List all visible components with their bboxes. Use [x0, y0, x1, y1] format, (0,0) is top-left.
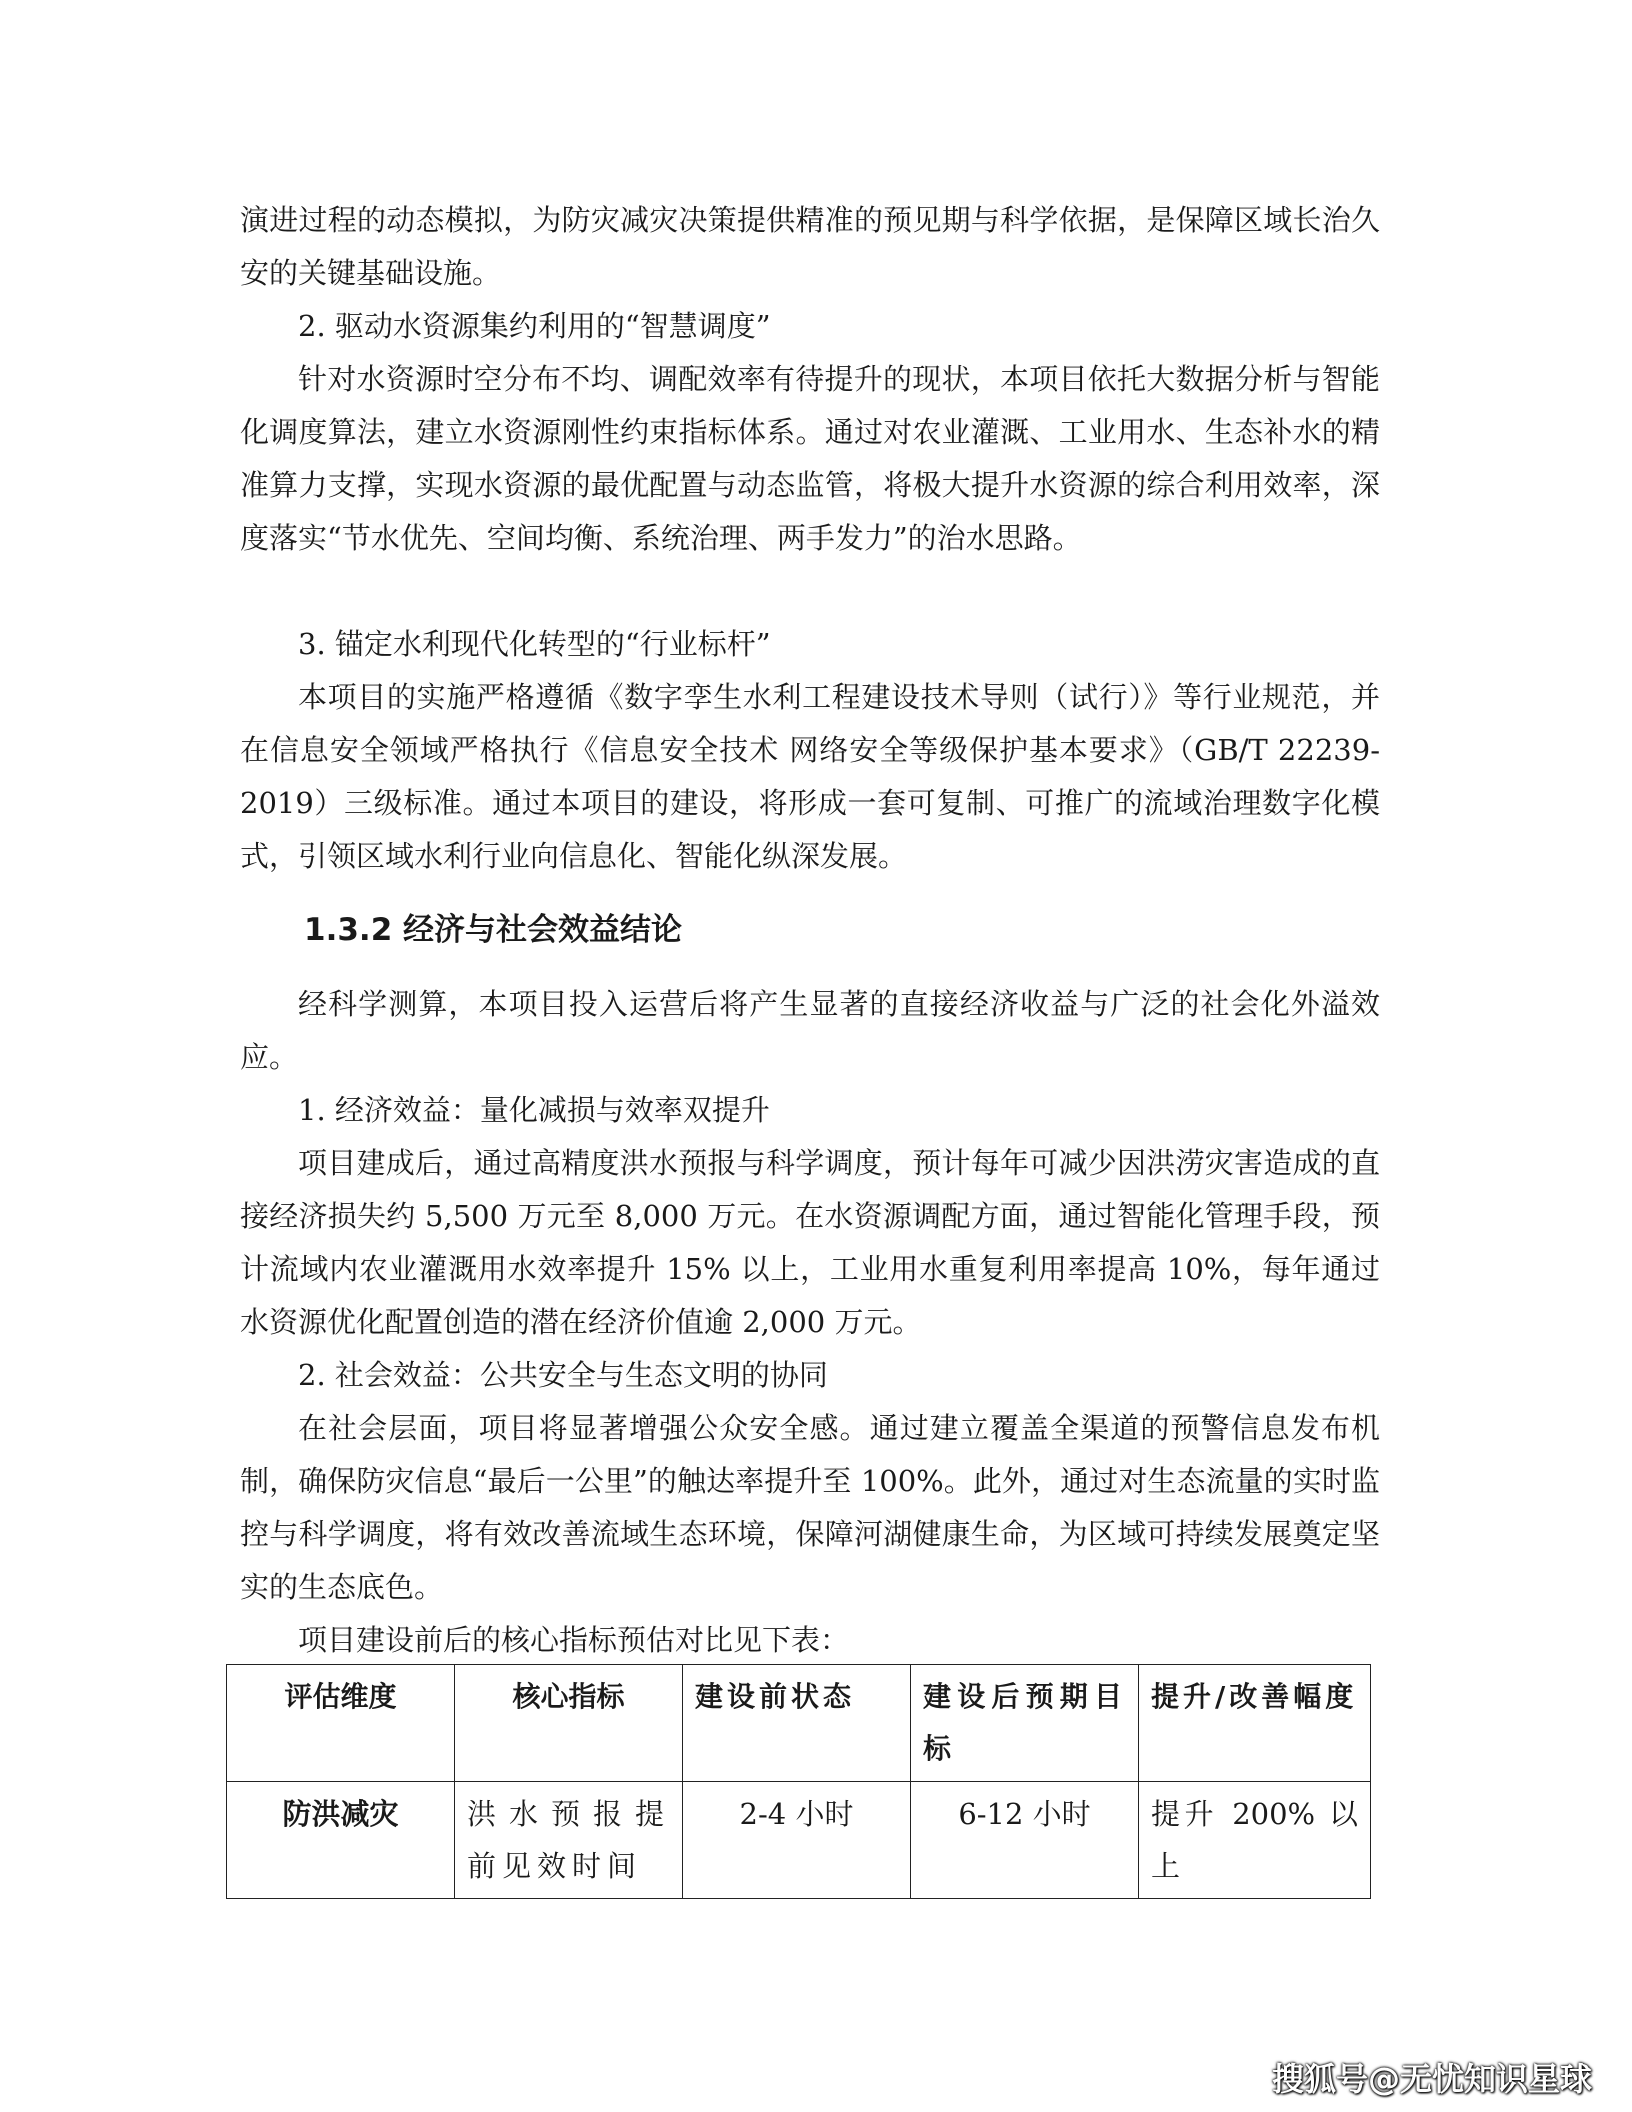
- table-intro: 项目建设前后的核心指标预估对比见下表：: [298, 1623, 850, 1657]
- item-heading-smart-dispatch: 2. 驱动水资源集约利用的“智慧调度”: [298, 309, 771, 343]
- paragraph-social-benefit: 在社会层面，项目将显著增强公众安全感。通过建立覆盖全渠道的预警信息发布机制，确保防灾信息“最后一公里”的触达率提升至 100%。此外，通过对生态流量的实时监控与科学调度，将有效改善流域生态环境，保障河湖健康生命，为区域可持续发展奠定坚实的生态底色。: [240, 1411, 1380, 1604]
- paragraph-smart-dispatch: 针对水资源时空分布不均、调配效率有待提升的现状，本项目依托大数据分析与智能化调度算法，建立水资源刚性约束指标体系。通过对农业灌溉、工业用水、生态补水的精准算力支撑，实现水资源的最优配置与动态监管，将极大提升水资源的综合利用效率，深度落实“节水优先、空间均衡、系统治理、两手发力”的治水思路。: [240, 362, 1380, 555]
- paragraph-economic-benefit: 项目建成后，通过高精度洪水预报与科学调度，预计每年可减少因洪涝灾害造成的直接经济损失约 5,500 万元至 8,000 万元。在水资源调配方面，通过智能化管理手段，预计流域内农业灌溉用水效率提升 15% 以上，工业用水重复利用率提高 10%，每年通过水资源优化配置创造的潜在经济价值逾 2,000 万元。: [240, 1146, 1380, 1339]
- table-header-row: [227, 1665, 1371, 1782]
- table-header-cell: 建设前状态: [683, 1665, 911, 1782]
- metrics-table: [226, 1664, 1371, 1899]
- table-cell: 洪水预报提前见效时间: [455, 1782, 683, 1899]
- table-cell: 2-4 小时: [683, 1782, 911, 1899]
- paragraph-flood-simulation: 演进过程的动态模拟，为防灾减灾决策提供精准的预见期与科学依据，是保障区域长治久安的关键基础设施。: [240, 203, 1380, 290]
- item-heading-industry-benchmark: 3. 锚定水利现代化转型的“行业标杆”: [298, 627, 771, 661]
- table-header-cell: 建设后预期目标: [911, 1665, 1139, 1782]
- watermark: 搜狐号@无忧知识星球: [1271, 2060, 1592, 2098]
- table-cell: 防洪减灾: [227, 1782, 455, 1899]
- table-header-cell: 核心指标: [455, 1665, 683, 1782]
- table-row: [227, 1782, 1371, 1899]
- item-heading-economic-benefit: 1. 经济效益：量化减损与效率双提升: [298, 1093, 770, 1127]
- paragraph-benefit-intro: 经科学测算，本项目投入运营后将产生显著的直接经济收益与广泛的社会化外溢效应。: [240, 987, 1380, 1074]
- table-cell: 提升 200% 以上: [1139, 1782, 1371, 1899]
- section-heading-1-3-2: 1.3.2 经济与社会效益结论: [304, 912, 683, 948]
- item-heading-social-benefit: 2. 社会效益：公共安全与生态文明的协同: [298, 1358, 828, 1392]
- table-header-cell: 评估维度: [227, 1665, 455, 1782]
- table-header-cell: 提升/改善幅度: [1139, 1665, 1371, 1782]
- table-cell: 6-12 小时: [911, 1782, 1139, 1899]
- paragraph-industry-benchmark: 本项目的实施严格遵循《数字孪生水利工程建设技术导则（试行）》等行业规范，并在信息安全领域严格执行《信息安全技术 网络安全等级保护基本要求》（GB/T 22239-2019）三级标准。通过本项目的建设，将形成一套可复制、可推广的流域治理数字化模式，引领区域水利行业向信息化、智能化纵深发展。: [240, 680, 1380, 873]
